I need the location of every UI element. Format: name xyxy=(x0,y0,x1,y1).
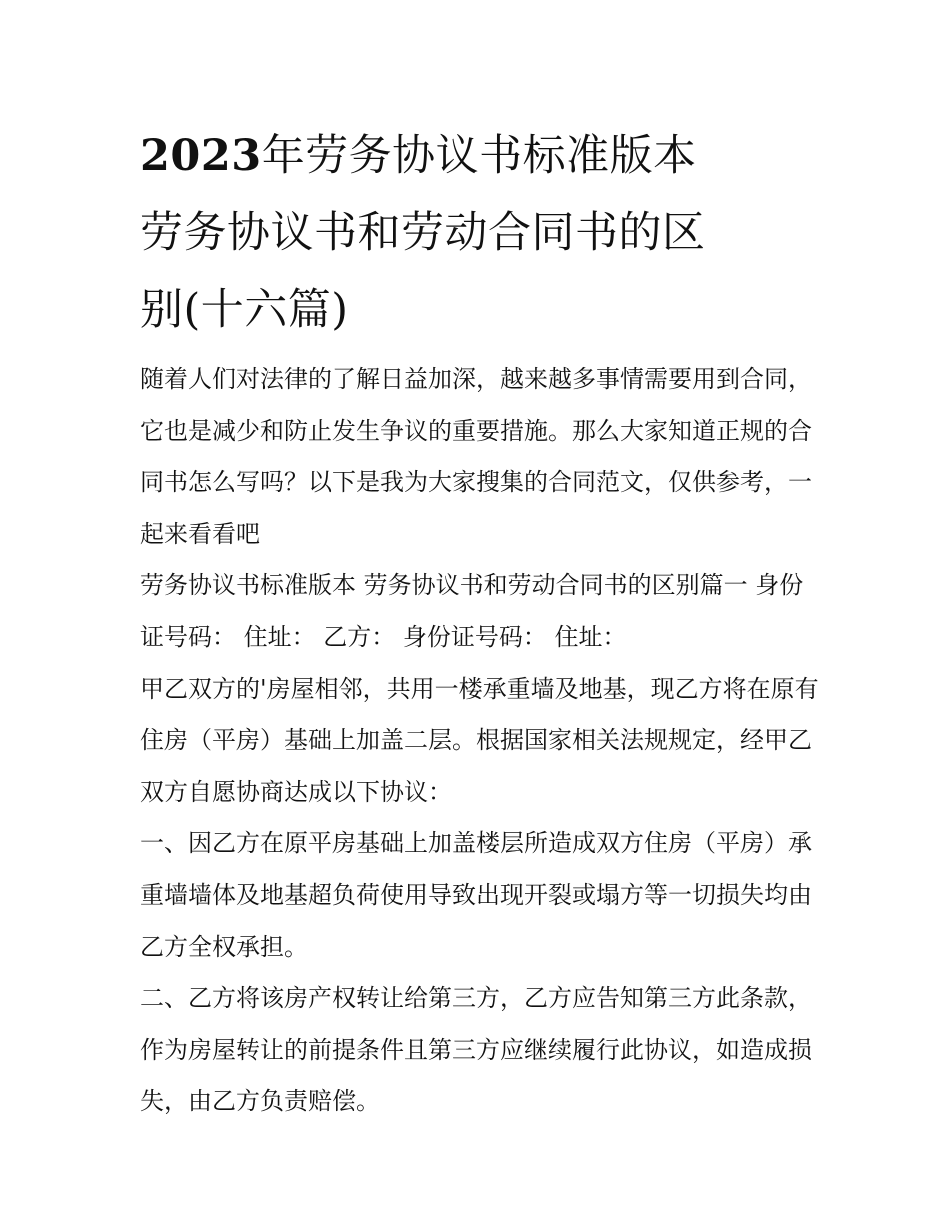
title-line-1-text: 年劳务协议书标准版本 xyxy=(261,131,697,181)
title-line-2: 劳务协议书和劳动合同书的区 xyxy=(140,208,706,258)
clause-two-paragraph: 二、乙方将该房产权转让给第三方，乙方应告知第三方此条款，作为房屋转让的前提条件且第三方应继续履行此协议，如造成损失，由乙方负责赔偿。 xyxy=(140,984,812,1116)
title-year: 2023 xyxy=(140,131,262,181)
title-line-3: 别(十六篇) xyxy=(140,285,349,335)
intro-paragraph: 随着人们对法律的了解日益加深，越来越多事情需要用到合同，它也是减少和防止发生争议的重要措施。那么大家知道正规的合同书怎么写吗？以下是我为大家搜集的合同范文，仅供参考，一起来看看吧 xyxy=(140,365,812,548)
party-info-paragraph: 劳务协议书标准版本 劳务协议书和劳动合同书的区别篇一 身份证号码： 住址： 乙方： 身份证号码： 住址： xyxy=(140,571,804,651)
title-line-1 xyxy=(140,118,830,195)
document-title xyxy=(140,118,830,349)
document-body xyxy=(140,354,820,1128)
clause-one-paragraph: 一、因乙方在原平房基础上加盖楼层所造成双方住房（平房）承重墙墙体及地基超负荷使用导致出现开裂或塌方等一切损失均由乙方全权承担。 xyxy=(140,829,812,961)
background-paragraph: 甲乙双方的'房屋相邻，共用一楼承重墙及地基，现乙方将在原有住房（平房）基础上加盖二层。根据国家相关法规规定，经甲乙双方自愿协商达成以下协议： xyxy=(140,674,819,806)
